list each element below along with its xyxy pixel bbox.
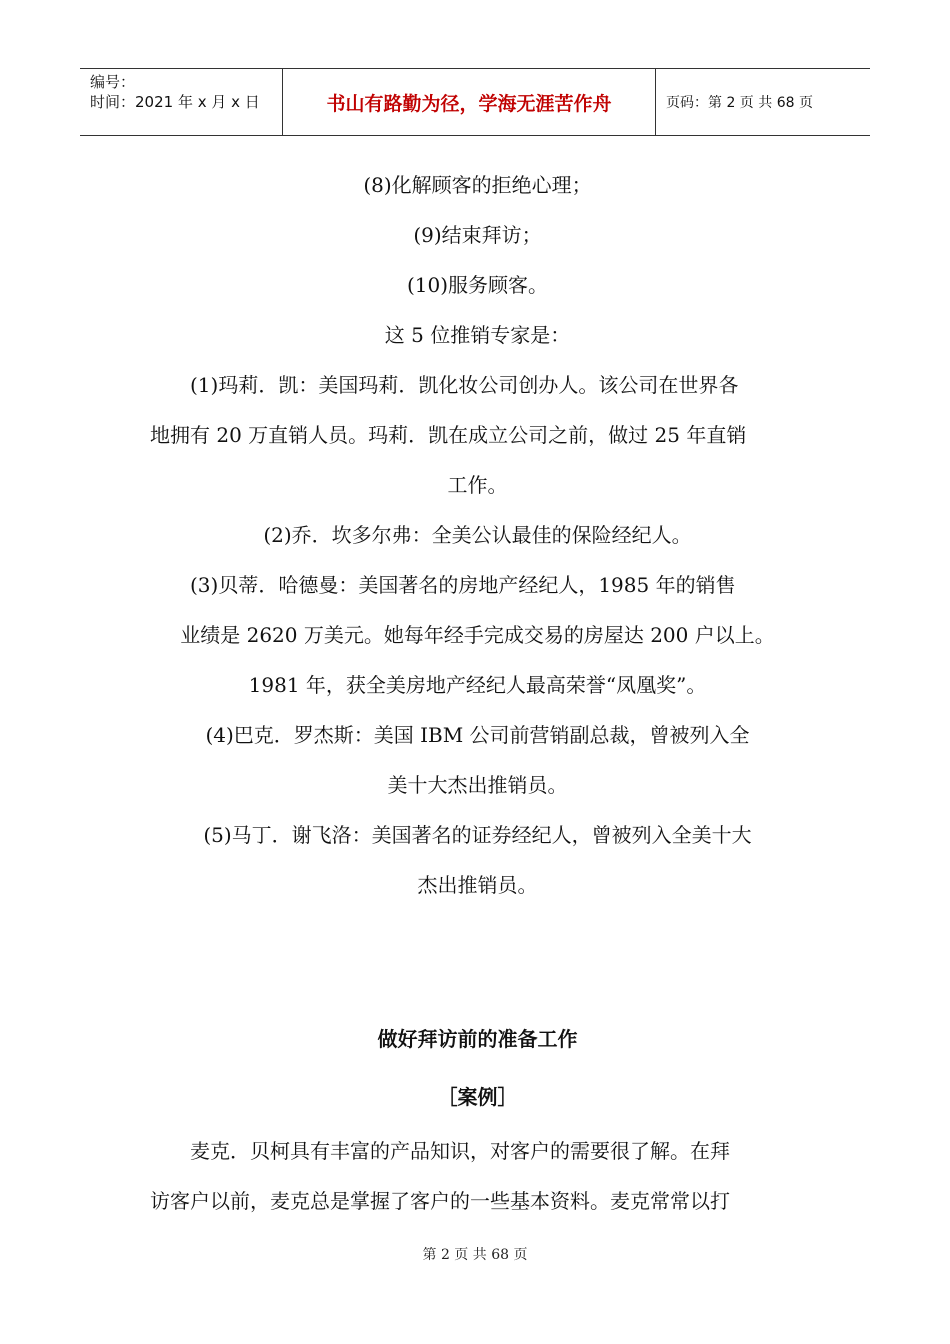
body-line: 这 5 位推销专家是： — [384, 323, 571, 347]
body-line: (4)巴克．罗杰斯：美国 IBM 公司前营销副总裁，曾被列入全 — [205, 723, 750, 747]
body-line: (1)玛莉．凯：美国玛莉．凯化妆公司创办人。该公司在世界各 — [190, 373, 739, 397]
date-line: 时间：2021 年 x 月 x 日 — [90, 93, 260, 111]
case-line: 麦克．贝柯具有丰富的产品知识，对客户的需要很了解。在拜 — [190, 1139, 730, 1163]
header-motto: 书山有路勤为径，学海无涯苦作舟 — [283, 69, 656, 135]
body-line: 1981 年，获全美房地产经纪人最高荣誉“凤凰奖”。 — [248, 673, 707, 697]
header-meta — [80, 69, 283, 135]
case-label: ［案例］ — [437, 1085, 518, 1109]
body-line: (5)马丁．谢飞洛：美国著名的证券经纪人，曾被列入全美十大 — [203, 823, 752, 847]
case-line: 访客户以前，麦克总是掌握了客户的一些基本资料。麦克常常以打 — [150, 1189, 730, 1213]
body-line: (2)乔．坎多尔弗：全美公认最佳的保险经纪人。 — [263, 523, 692, 547]
body-line: (10)服务顾客。 — [406, 273, 549, 297]
body-line: 地拥有 20 万直销人员。玛莉．凯在成立公司之前，做过 25 年直销 — [150, 423, 747, 447]
body-line: 杰出推销员。 — [417, 873, 538, 897]
body-line: 业绩是 2620 万美元。她每年经手完成交易的房屋达 200 户以上。 — [180, 623, 775, 647]
body-line: (9)结束拜访； — [413, 223, 542, 247]
code-label: 编号： — [90, 73, 136, 91]
body-line: (3)贝蒂．哈德曼：美国著名的房地产经纪人，1985 年的销售 — [190, 573, 736, 597]
spacer — [150, 910, 805, 1010]
body-line: (8)化解顾客的拒绝心理； — [363, 173, 592, 197]
body-line: 美十大杰出推销员。 — [387, 773, 568, 797]
body-line: 工作。 — [447, 473, 508, 497]
page-footer: 第 2 页 共 68 页 — [422, 1247, 528, 1263]
section-title: 做好拜访前的准备工作 — [377, 1027, 578, 1051]
header-page-info: 页码：第 2 页 共 68 页 — [666, 95, 813, 111]
page-header — [80, 68, 870, 136]
document-body — [150, 160, 805, 1226]
